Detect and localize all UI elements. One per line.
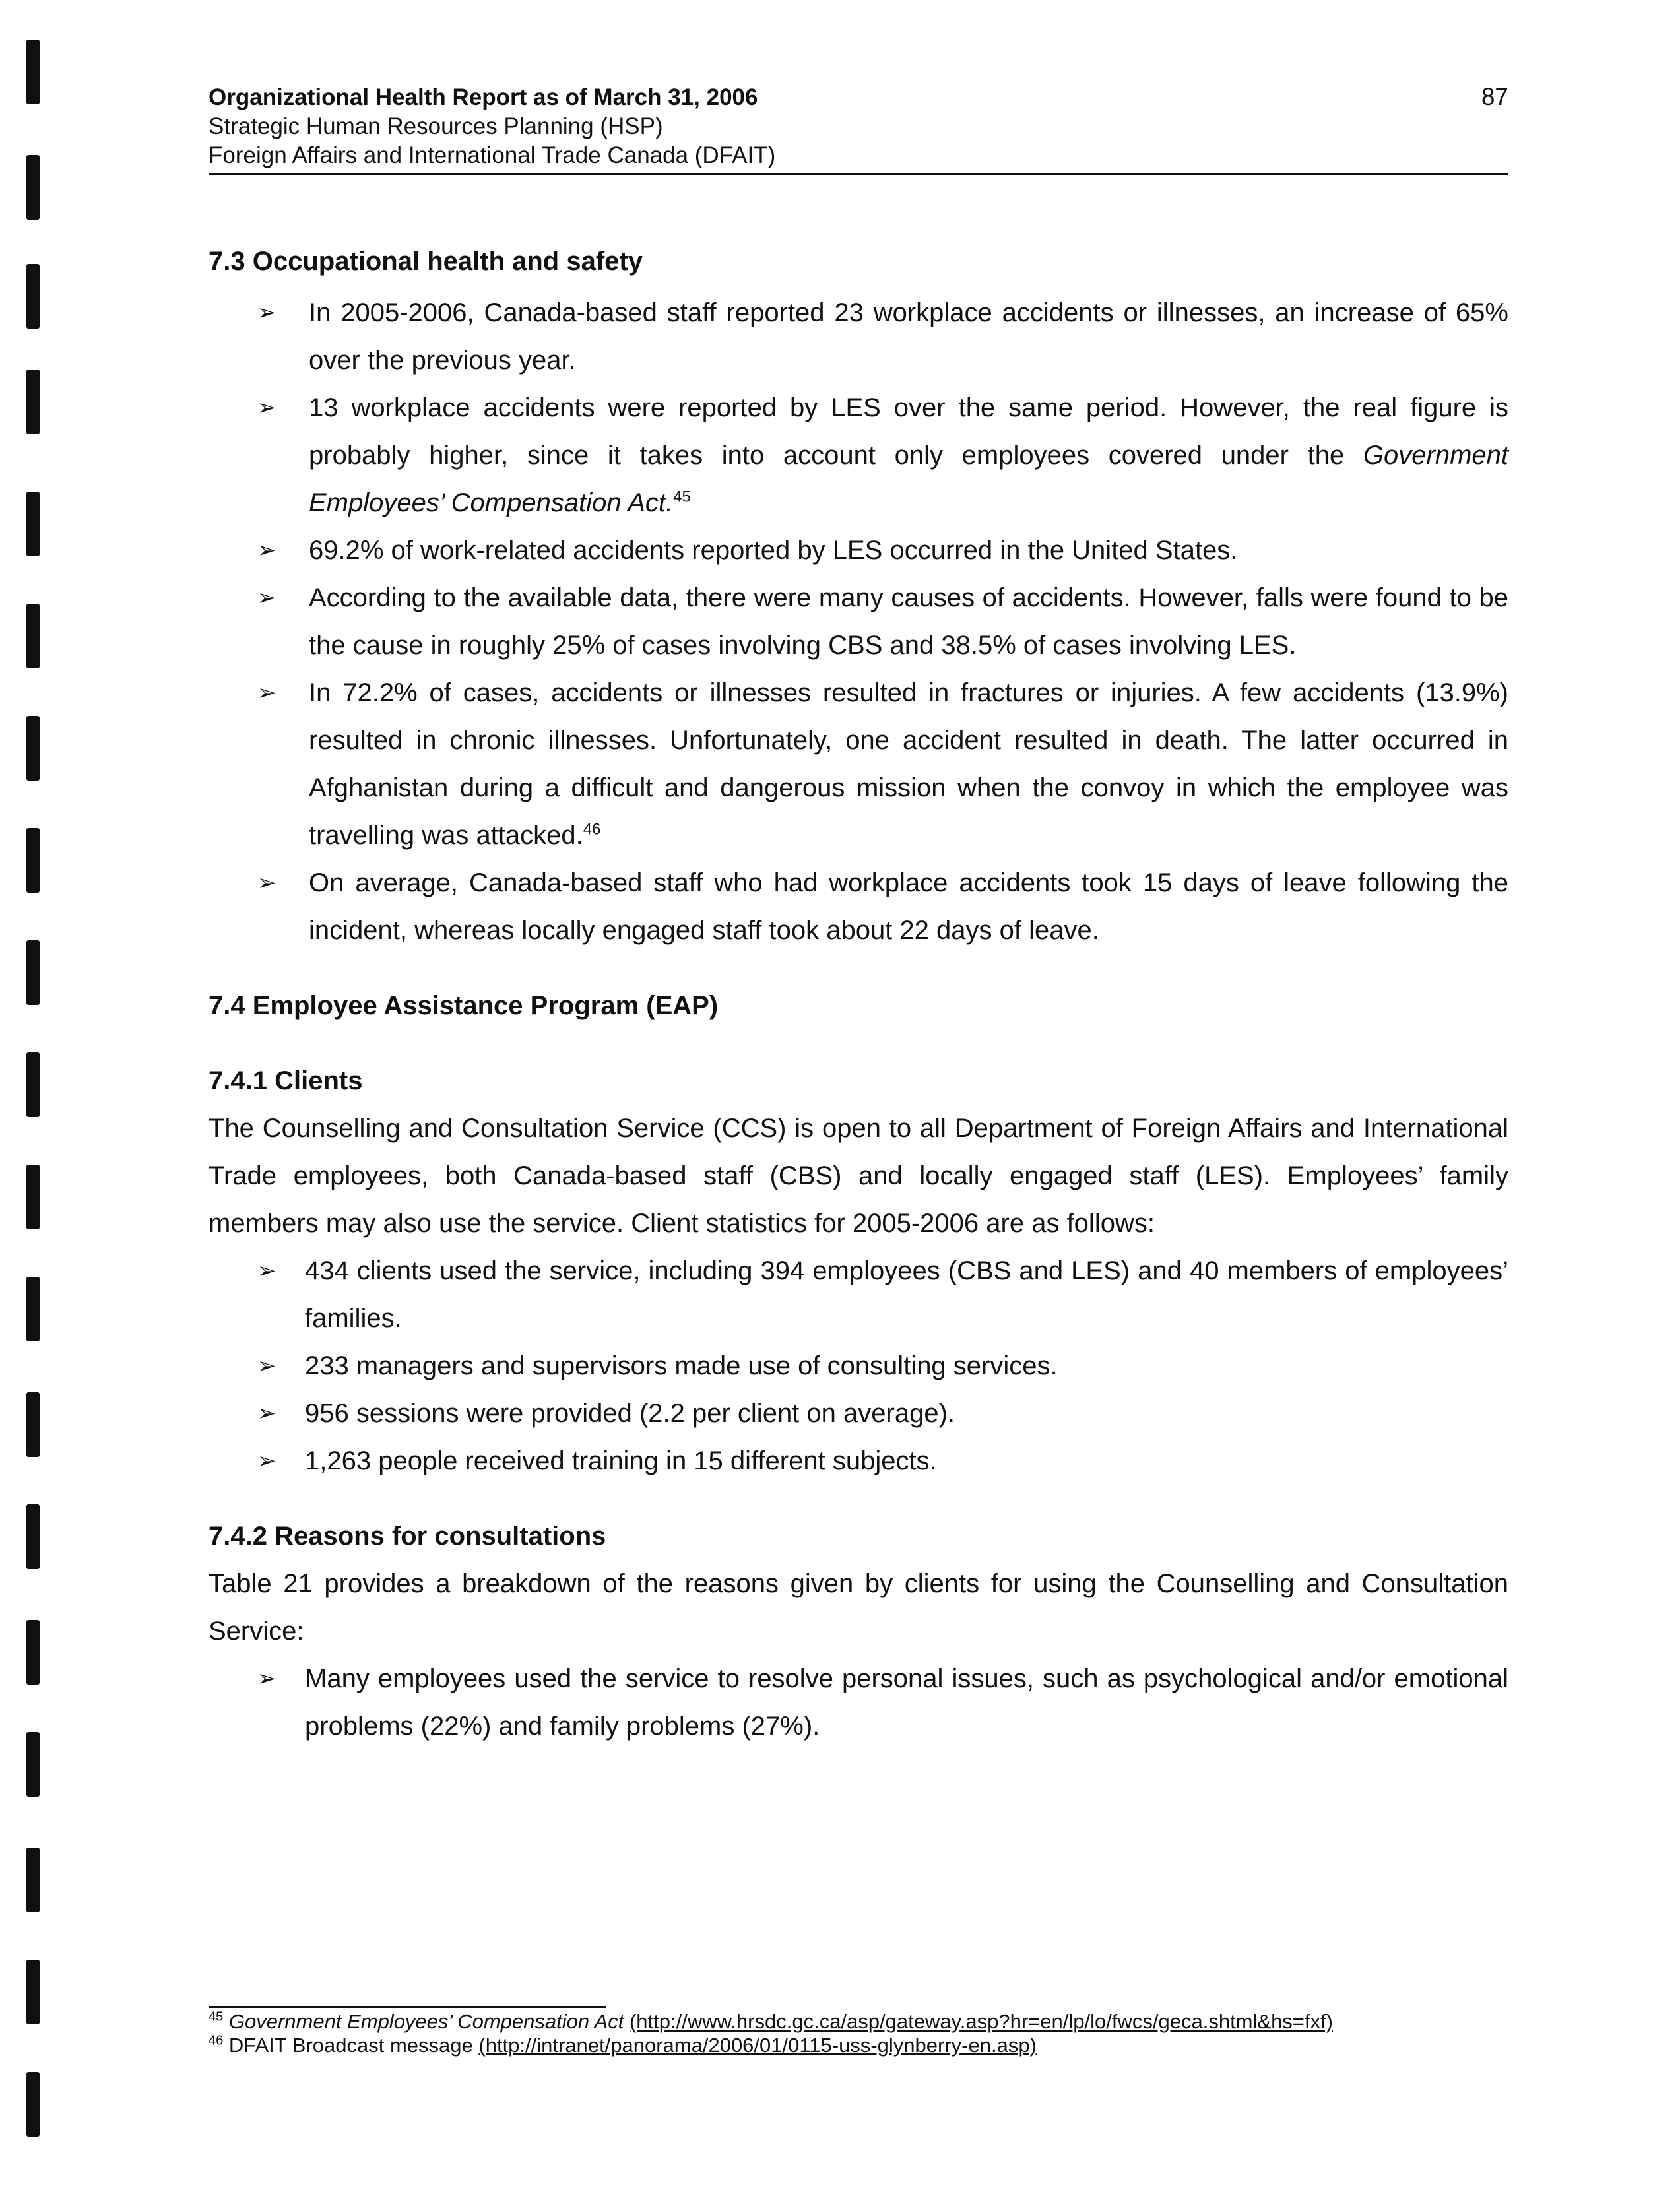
binding-hole [26,2072,40,2137]
footnote-link-46[interactable]: (http://intranet/panorama/2006/01/0115-uss-glynberry-en.asp) [478,2034,1037,2057]
binding-hole [26,940,40,1005]
bullet-list-7-3 [209,289,1508,954]
binding-hole [26,716,40,781]
paragraph-clients: The Counselling and Consultation Service (CCS) is open to all Department of Foreign Affairs and International Trade employees, both Canada-based staff (CBS) and locally engaged staff (LES). Employees’ family members may also use the service. Client statistics for 2005-2006 are as follows: [209,1114,1508,1238]
list-item: ➢ In 72.2% of cases, accidents or illnesses resulted in fractures or injuries. A few accidents (13.9%) resulted in chronic illnesses. Unfortunately, one accident resulted in death. The latter occurred in Afghanistan during a difficult and dangerous mission when the convoy in which the employee was travelling was attacked.$^{46}$ [209,669,1508,859]
list-item: ➢ 233 managers and supervisors made use of consulting services. [209,1342,1508,1390]
binding-hole [26,1732,40,1797]
binding-hole [26,1620,40,1685]
list-item: ➢ 434 clients used the service, including 394 employees (CBS and LES) and 40 members of employees’ families. [209,1247,1508,1342]
binding-hole [26,1848,40,1912]
binding-hole [26,1277,40,1341]
section-heading-7-4: 7.4 Employee Assistance Program (EAP) [209,991,719,1020]
list-item: ➢ Many employees used the service to resolve personal issues, such as psychological and/or emotional problems (22%) and family problems (27%). [209,1655,1508,1750]
page-number: 87 [1481,83,1508,110]
footnote-46: $^{46}$ DFAIT Broadcast message (http://intranet/panorama/2006/01/0115-uss-glynberry-en.asp) [209,2033,1037,2057]
binding-hole [26,828,40,893]
arrowhead-bullet-icon: ➢ [257,585,276,610]
section-heading-7-3: 7.3 Occupational health and safety [209,247,643,276]
page-header [209,83,1508,175]
report-title: Organizational Health Report as of March 31, 2006 [209,84,758,110]
arrowhead-bullet-icon: ➢ [257,1353,276,1378]
arrowhead-bullet-icon: ➢ [257,538,276,563]
list-item: ➢ 956 sessions were provided (2.2 per client on average). [209,1390,1508,1437]
arrowhead-bullet-icon: ➢ [257,870,276,895]
section-heading-7-4-1: 7.4.1 Clients [209,1066,363,1095]
footnote-link-45[interactable]: (http://www.hrsdc.gc.ca/asp/gateway.asp?hr=en/lp/lo/fwcs/geca.shtml&hs=fxf) [629,2010,1333,2033]
list-item: ➢ 13 workplace accidents were reported by LES over the same period. However, the real figure is probably higher, since it takes into account only employees covered under the Government Employees’ Compensation Act.$^{45}$ [209,384,1508,527]
report-subtitle: Strategic Human Resources Planning (HSP) [209,113,663,139]
binding-hole [26,155,40,220]
binding-hole [26,492,40,556]
paragraph-reasons: Table 21 provides a breakdown of the reasons given by clients for using the Counselling and Consultation Service: [209,1569,1508,1646]
footnote-divider [209,2006,606,2008]
binding-hole [26,1392,40,1457]
arrowhead-bullet-icon: ➢ [257,395,276,420]
arrowhead-bullet-icon: ➢ [257,680,276,705]
arrowhead-bullet-icon: ➢ [257,300,276,325]
binding-hole [26,40,40,104]
binding-hole [26,1165,40,1229]
arrowhead-bullet-icon: ➢ [257,1401,276,1426]
footnote-45: $^{45}$ Government Employees’ Compensation Act (http://www.hrsdc.gc.ca/asp/gateway.asp?hr=en/lp/lo/fwcs/geca.shtml&hs=fxf) [209,2009,1333,2033]
binding-hole [26,264,40,329]
list-item: ➢ On average, Canada-based staff who had workplace accidents took 15 days of leave following the incident, whereas locally engaged staff took about 22 days of leave. [209,859,1508,954]
list-item: ➢ According to the available data, there were many causes of accidents. However, falls were found to be the cause in roughly 25% of cases involving CBS and 38.5% of cases involving LES. [209,574,1508,669]
arrowhead-bullet-icon: ➢ [257,1448,276,1473]
binding-hole [26,1504,40,1569]
bullet-list-7-4-2 [209,1655,1508,1750]
arrowhead-bullet-icon: ➢ [257,1258,276,1283]
binding-hole [26,1052,40,1117]
list-item: ➢ 1,263 people received training in 15 different subjects. [209,1437,1508,1485]
binding-hole [26,1960,40,2024]
list-item: ➢ In 2005-2006, Canada-based staff reported 23 workplace accidents or illnesses, an increase of 65% over the previous year. [209,289,1508,384]
arrowhead-bullet-icon: ➢ [257,1666,276,1691]
list-item: ➢ 69.2% of work-related accidents reported by LES occurred in the United States. [209,527,1508,574]
binding-hole [26,370,40,434]
main-content [209,238,1508,1750]
bullet-list-7-4-1 [209,1247,1508,1485]
section-heading-7-4-2: 7.4.2 Reasons for consultations [209,1522,606,1551]
footnotes [209,2010,1528,2057]
footnote-ref-45: 45 [673,488,691,506]
footnote-ref-46: 46 [583,820,601,839]
binding-hole [26,604,40,668]
department-name: Foreign Affairs and International Trade Canada (DFAIT) [209,143,776,168]
